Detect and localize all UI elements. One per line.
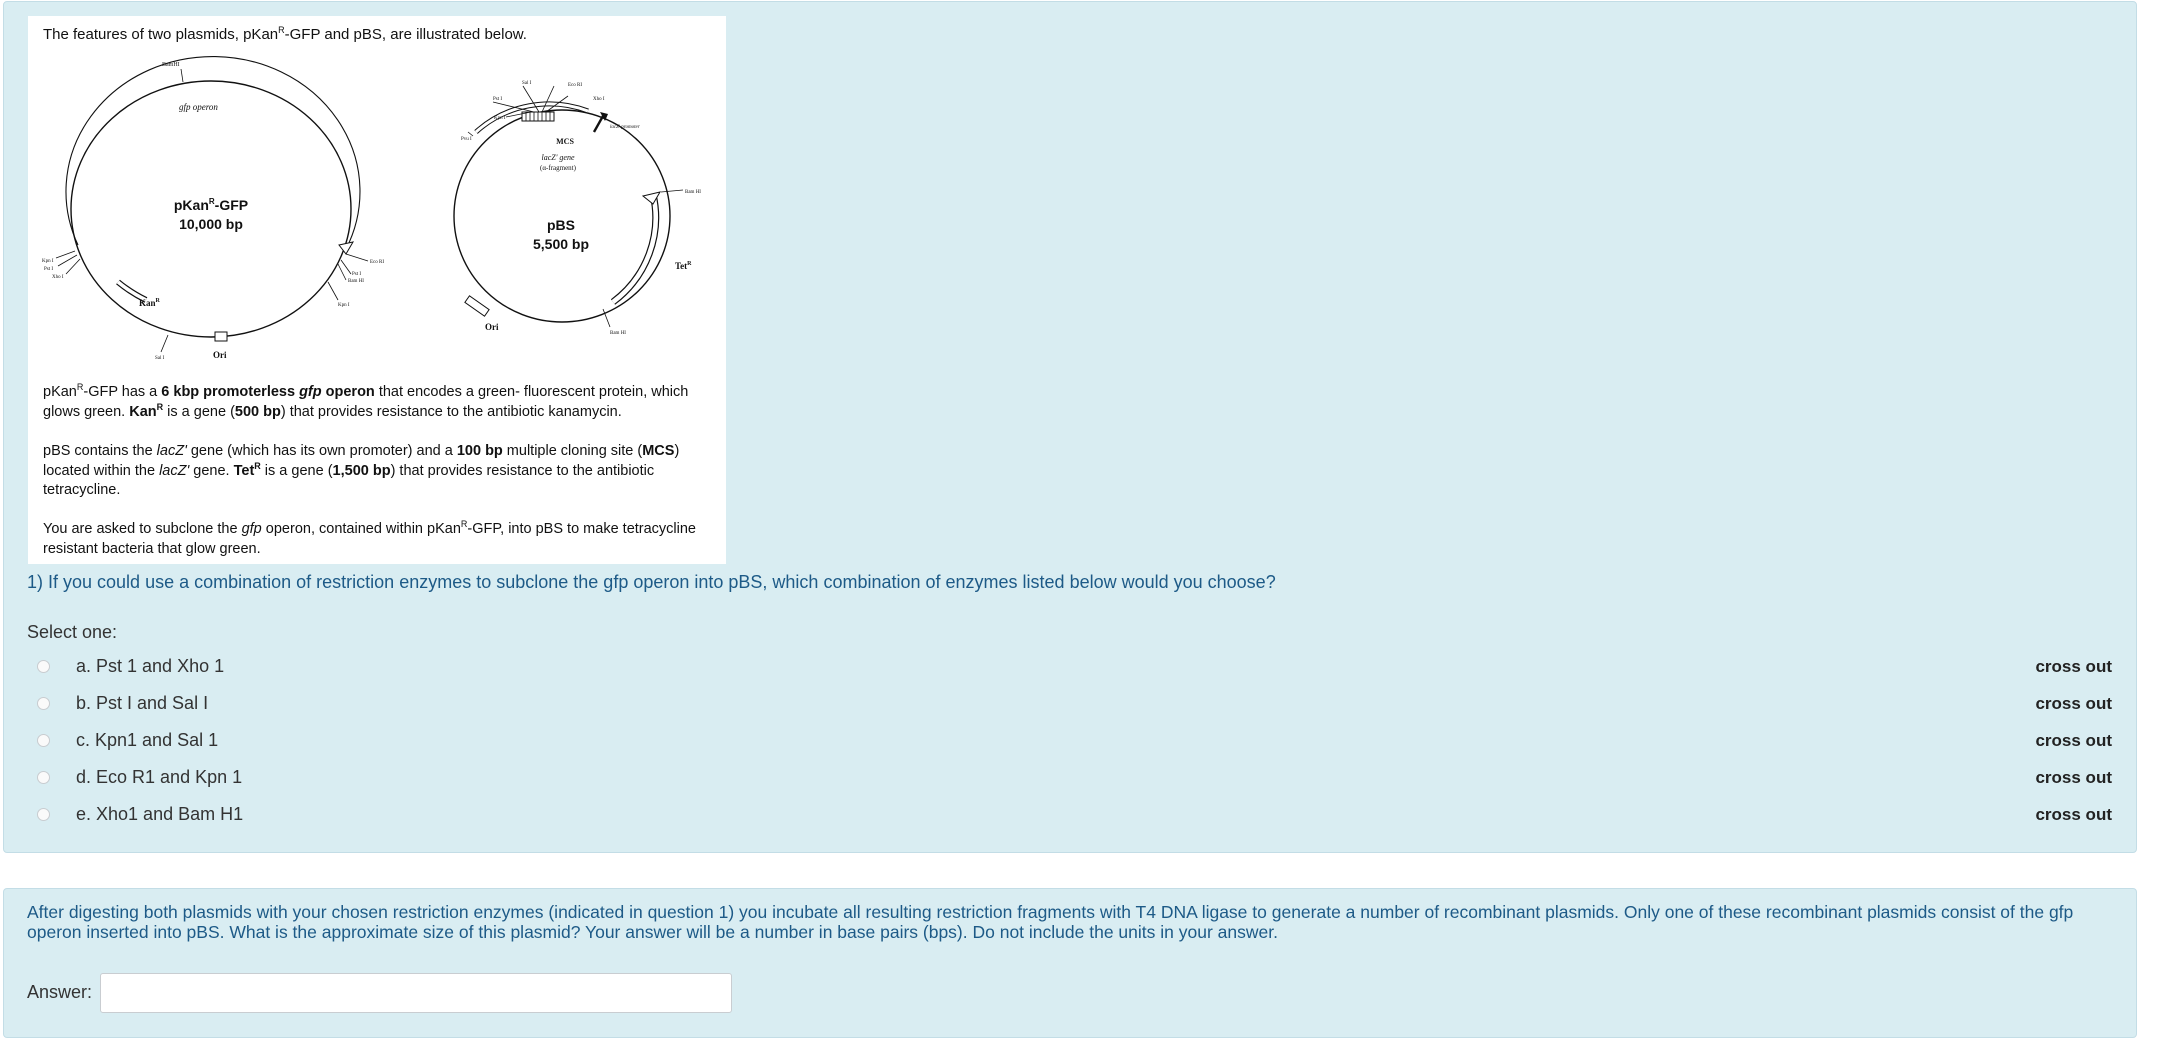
plasmid-maps: [28, 52, 726, 377]
option-c-radio[interactable]: [37, 734, 50, 747]
option-b[interactable]: [27, 685, 2117, 722]
option-d[interactable]: [27, 759, 2117, 796]
option-b-cross-out[interactable]: cross out: [2035, 693, 2112, 713]
option-c-cross-out[interactable]: cross out: [2035, 730, 2112, 750]
lacz-gene-label: lacZ' gene: [541, 153, 575, 162]
site-kpn-right: Kpn I: [338, 303, 350, 308]
mcs-label: MCS: [556, 137, 574, 146]
pbs-site-sal: Sal I: [522, 81, 532, 86]
figure-intro: The features of two plasmids, pKan$^R$-GFP and pBS, are illustrated below.: [43, 25, 527, 43]
lacz-promoter-label: lacZ' promoter: [610, 125, 640, 130]
option-d-label[interactable]: d. Eco R1 and Kpn 1: [76, 767, 243, 787]
site-bamhi-top: BamHI: [162, 62, 180, 68]
option-c[interactable]: [27, 722, 2117, 759]
question-2-card: [3, 888, 2137, 1038]
pbs-site-bam-right: Bam HI: [685, 190, 701, 195]
select-one-label: Select one:: [27, 622, 118, 642]
pbs-site-pvu: Pvu I: [461, 137, 472, 142]
pkan-name: pKan$^R$-GFP: [173, 197, 249, 213]
answer-options: [27, 648, 2117, 833]
option-b-radio[interactable]: [37, 697, 50, 710]
option-d-radio[interactable]: [37, 771, 50, 784]
option-e-label[interactable]: e. Xho1 and Bam H1: [76, 804, 244, 824]
site-pst-right: Pst I: [352, 272, 362, 277]
kan-label: Kan$^R$: [139, 298, 160, 308]
question-2-text: After digesting both plasmids with your chosen restriction enzymes (indicated in question 1) you incubate all resulting restriction fragments with T4 DNA ligase to generate a number of recombinant plasmids. Only one of these recombinant plasmids consist of the gfp operon inserted into pBS. What is the approximate size of this plasmid? Your answer will be a number in base pairs (bps). Do not include the units in your answer.: [27, 902, 2074, 942]
option-e[interactable]: [27, 796, 2117, 833]
site-pst-left: Pst I: [44, 267, 54, 272]
option-e-radio[interactable]: [37, 808, 50, 821]
site-xho-left: Xho I: [52, 275, 64, 280]
pbs-site-pst: Pst I: [493, 97, 503, 102]
pbs-site-kpn: Kpn I: [494, 116, 506, 121]
option-a-cross-out[interactable]: cross out: [2035, 656, 2112, 676]
pbs-site-bam-bottom: Bam HI: [610, 331, 626, 336]
plasmid-figure: [28, 16, 726, 564]
option-a-radio[interactable]: [37, 660, 50, 673]
figure-paragraph-2: pBS contains the lacZ' gene (which has its own promoter) and a 100 bp multiple cloning site (MCS) located within the lacZ' gene. Tet$^R$ is a gene (1,500 bp) that provides resistance to the antibiotic tetracycline.: [43, 443, 680, 498]
option-a-label[interactable]: a. Pst 1 and Xho 1: [76, 656, 225, 676]
site-sal-bottom: Sal I: [155, 356, 165, 361]
figure-paragraph-1: pKan$^R$-GFP has a 6 kbp promoterless gfp operon that encodes a green- fluorescent protein, which glows green. Kan$^R$ is a gene (500 bp) that provides resistance to the antibiotic kanamycin.: [43, 382, 689, 420]
pbs-ori-label: Ori: [485, 322, 499, 332]
lacz-sub-label: (α-fragment): [540, 164, 576, 172]
question-1-text: 1) If you could use a combination of restriction enzymes to subclone the gfp operon into pBS, which combination of enzymes listed below would you choose?: [27, 572, 1276, 592]
tet-label: Tet$^R$: [675, 261, 692, 271]
pkan-plasmid-map: [42, 57, 384, 361]
option-c-label[interactable]: c. Kpn1 and Sal 1: [76, 730, 219, 750]
option-b-label[interactable]: b. Pst I and Sal I: [76, 693, 209, 713]
figure-paragraph-3: You are asked to subclone the gfp operon, contained within pKan$^R$-GFP, into pBS to make tetracycline resistant bacteria that glow green.: [43, 519, 696, 557]
pkan-ori-label: Ori: [213, 350, 227, 360]
option-a[interactable]: [27, 648, 2117, 685]
question-1-card: [3, 1, 2137, 853]
pkan-size: 10,000 bp: [179, 216, 243, 232]
option-d-cross-out[interactable]: cross out: [2035, 767, 2112, 787]
gfp-operon-label: gfp operon: [179, 102, 218, 112]
site-eco-right: Eco RI: [370, 260, 385, 265]
answer-label: Answer:: [27, 982, 93, 1002]
pbs-plasmid-map: [454, 81, 701, 336]
pbs-size: 5,500 bp: [532, 236, 590, 252]
site-kpn-left: Kpn I: [42, 259, 54, 264]
answer-input[interactable]: [100, 973, 732, 1013]
pbs-site-xho: Xho I: [593, 97, 605, 102]
pbs-site-eco: Eco RI: [568, 83, 583, 88]
site-bam-right: Bam HI: [348, 279, 364, 284]
pbs-name: pBS: [547, 217, 575, 233]
option-e-cross-out[interactable]: cross out: [2035, 804, 2112, 824]
